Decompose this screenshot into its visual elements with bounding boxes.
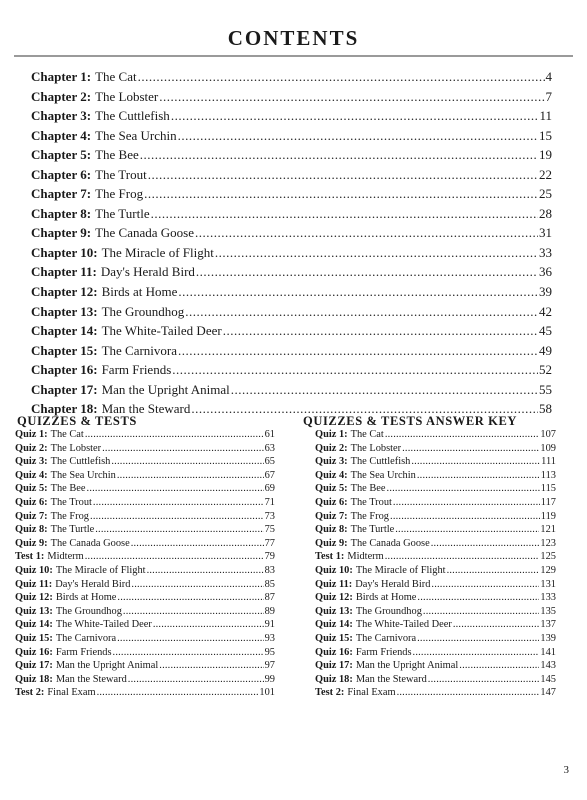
entry-title: Birds at Home [55,592,117,604]
entry-label: Quiz 6: [315,496,348,508]
entry-label: Quiz 12: [315,592,353,604]
entry-page-number: 107 [540,429,556,440]
entry-title: The White-Tailed Deer [101,323,222,339]
entry-page-number: 25 [539,186,552,202]
entry-label: Quiz 18: [15,673,53,685]
entry-page-number: 67 [264,469,275,481]
entry-label: Quiz 13: [315,605,353,617]
entry-page-number: 87 [264,592,275,604]
dot-leader [102,443,263,454]
dot-leader [453,619,540,630]
answer-key-entry [315,619,556,633]
entry-label: Chapter 18: [31,401,98,417]
entry-label: Chapter 16: [31,362,98,378]
quiz-entry [15,660,275,674]
page-number: 3 [563,764,569,776]
entry-label: Chapter 4: [31,127,92,143]
entry-label: Quiz 8: [15,524,48,536]
dot-leader [402,443,539,454]
entry-page-number: 131 [540,578,556,590]
entry-title: The Canada Goose [350,537,430,549]
quiz-entry [15,579,275,593]
entry-title: The Cuttlefish [95,108,170,124]
dot-leader [128,674,264,685]
dot-leader [390,511,540,522]
dot-leader [411,456,540,467]
entry-title: The Carnivora [355,632,417,644]
dot-leader [178,343,538,359]
entry-page-number: 123 [540,537,556,549]
entry-page-number: 22 [539,166,552,182]
dot-leader [393,497,540,508]
dot-leader [178,284,538,300]
chapter-entry [31,147,552,167]
dot-leader [111,456,263,467]
entry-label: Chapter 3: [31,108,92,124]
dot-leader [151,206,538,222]
quiz-entry [15,647,275,661]
dot-leader [195,225,538,241]
entry-title: Midterm [47,551,84,563]
answer-key-entry [315,456,556,470]
entry-page-number: 115 [540,483,556,495]
entry-page-number: 133 [540,592,556,604]
entry-title: The Trout [50,496,92,508]
quizzes-heading: QUIZZES & TESTS [17,414,137,428]
chapter-entry [31,323,552,343]
entry-title: The Trout [95,166,147,182]
entry-title: The Lobster [95,88,159,104]
entry-label: Quiz 9: [15,537,48,549]
dot-leader [428,674,540,685]
entry-title: The Canada Goose [95,225,194,241]
dot-leader [93,497,264,508]
entry-label: Test 2: [15,687,45,699]
entry-title: Birds at Home [355,592,417,604]
dot-leader [117,633,263,644]
entry-label: Quiz 3: [315,456,348,468]
chapter-entry [31,245,552,265]
entry-page-number: 147 [540,687,556,699]
entry-label: Quiz 7: [15,510,48,522]
answer-key-heading: QUIZZES & TESTS ANSWER KEY [303,414,518,428]
entry-title: The Groundhog [355,605,422,617]
entry-title: Day's Herald Bird [100,264,195,280]
entry-page-number: 113 [540,469,556,481]
entry-label: Quiz 10: [15,564,53,576]
entry-page-number: 65 [264,456,275,468]
answer-key-entry [315,483,556,497]
entry-title: The Turtle [95,205,150,221]
quizzes-section [15,414,275,701]
entry-title: Man the Upright Animal [101,381,230,397]
entry-label: Quiz 14: [15,619,53,631]
entry-label: Quiz 10: [315,564,353,576]
answer-key-entry [315,470,556,484]
entry-title: The Frog [95,186,144,202]
entry-title: The Trout [350,496,392,508]
dot-leader [196,264,538,280]
entry-label: Chapter 6: [31,166,92,182]
entry-title: The Turtle [350,524,395,536]
entry-title: The Frog [350,510,390,522]
dot-leader [431,538,540,549]
entry-title: The Cat [50,429,84,440]
entry-page-number: 125 [540,551,556,563]
quiz-entry [15,551,275,565]
entry-title: The Cuttlefish [350,456,411,468]
entry-label: Chapter 14: [31,323,98,339]
entry-page-number: 139 [540,632,556,644]
answer-key-entry [315,687,556,701]
answer-key-entry [315,674,556,688]
entry-page-number: 137 [540,619,556,631]
entry-title: Birds at Home [101,284,178,300]
entry-label: Quiz 4: [15,469,48,481]
entry-page-number: 145 [540,673,556,685]
dot-leader [87,483,264,494]
dot-leader [413,647,540,658]
entry-page-number: 141 [540,646,556,658]
entry-page-number: 49 [539,342,552,358]
quiz-entry [15,483,275,497]
entry-title: The Lobster [350,442,402,454]
chapter-entry [31,206,552,226]
dot-leader [215,245,538,261]
entry-page-number: 93 [264,632,275,644]
entry-page-number: 11 [539,108,552,124]
entry-page-number: 19 [539,147,552,163]
entry-title: The Sea Urchin [95,127,177,143]
dot-leader [131,538,264,549]
entry-page-number: 83 [264,564,275,576]
answer-key-entry [315,579,556,593]
entry-page-number: 143 [540,660,556,672]
entry-title: The Bee [50,483,86,495]
entry-title: The Miracle of Flight [355,564,446,576]
entry-page-number: 101 [259,687,275,699]
entry-label: Quiz 13: [15,605,53,617]
entry-title: Final Exam [347,687,396,699]
dot-leader [231,382,538,398]
entry-title: Man the Steward [55,673,127,685]
entry-page-number: 58 [539,401,552,417]
entry-label: Chapter 7: [31,186,92,202]
entry-page-number: 99 [264,673,275,685]
dot-leader [447,565,540,576]
entry-page-number: 28 [539,205,552,221]
entry-page-number: 129 [540,564,556,576]
answer-key-entry [315,429,556,443]
chapter-entry [31,264,552,284]
quiz-entry [15,456,275,470]
entry-title: Day's Herald Bird [355,578,431,590]
entry-title: Final Exam [47,687,96,699]
dot-leader [131,579,263,590]
dot-leader [423,606,540,617]
entry-label: Quiz 9: [315,537,348,549]
dot-leader [417,633,539,644]
entry-title: Man the Upright Animal [355,660,459,672]
entry-page-number: 15 [539,127,552,143]
entry-label: Test 2: [315,687,345,699]
entry-page-number: 111 [541,456,556,468]
entry-page-number: 89 [264,605,275,617]
answer-key-entry [315,647,556,661]
entry-page-number: 71 [264,496,275,508]
dot-leader [397,687,540,698]
quiz-entry [15,538,275,552]
entry-title: The Carnivora [101,342,178,358]
entry-label: Chapter 10: [31,244,98,260]
entry-title: Farm Friends [355,646,412,658]
entry-title: The Miracle of Flight [55,564,146,576]
answer-key-entry [315,443,556,457]
entry-page-number: 39 [539,284,552,300]
answer-key-entry [315,565,556,579]
entry-label: Quiz 2: [15,442,48,454]
entry-page-number: 97 [264,660,275,672]
dot-leader [113,647,264,658]
dot-leader [97,687,259,698]
entry-label: Quiz 3: [15,456,48,468]
entry-title: The Lobster [50,442,102,454]
entry-page-number: 33 [539,244,552,260]
entry-title: The Cat [95,69,137,84]
entry-page-number: 73 [264,510,275,522]
entry-page-number: 4 [545,69,552,84]
entry-title: Farm Friends [55,646,112,658]
entry-label: Quiz 7: [315,510,348,522]
quiz-entry [15,687,275,701]
answer-key-entry [315,660,556,674]
entry-label: Quiz 1: [15,429,48,440]
dot-leader [140,147,538,163]
chapter-entry [31,284,552,304]
entry-label: Quiz 16: [315,646,353,658]
chapter-entry [31,382,552,402]
entry-page-number: 79 [264,551,275,563]
dot-leader [159,89,544,105]
entry-label: Chapter 8: [31,205,92,221]
entry-label: Quiz 4: [315,469,348,481]
entry-page-number: 109 [540,442,556,454]
quiz-entry [15,565,275,579]
entry-page-number: 77 [264,537,275,549]
dot-leader [95,524,263,535]
entry-title: The Bee [350,483,386,495]
dot-leader [385,551,540,562]
entry-label: Quiz 1: [315,429,348,440]
entry-label: Chapter 5: [31,147,92,163]
entry-label: Quiz 11: [15,578,53,590]
chapter-entry [31,362,552,382]
entry-label: Chapter 1: [31,69,92,84]
entry-title: The White-Tailed Deer [55,619,152,631]
quiz-entry [15,524,275,538]
dot-leader [147,565,264,576]
entry-page-number: 55 [539,381,552,397]
entry-label: Quiz 14: [315,619,353,631]
entry-title: Man the Steward [101,401,191,417]
dot-leader [153,619,264,630]
answer-key-section [303,414,556,701]
answer-key-entry [315,511,556,525]
entry-page-number: 85 [264,578,275,590]
dot-leader [138,69,545,85]
entry-title: Man the Upright Animal [55,660,159,672]
entry-label: Test 1: [15,551,45,563]
entry-label: Quiz 12: [15,592,53,604]
entry-label: Quiz 15: [315,632,353,644]
entry-label: Quiz 15: [15,632,53,644]
entry-title: The Bee [95,147,139,163]
entry-page-number: 52 [539,362,552,378]
answer-key-entry [315,633,556,647]
dot-leader [431,579,539,590]
quiz-entry [15,674,275,688]
chapter-entry [31,69,552,89]
dot-leader [85,551,264,562]
entry-title: The White-Tailed Deer [355,619,452,631]
entry-title: The Groundhog [101,303,185,319]
answer-key-entry [315,606,556,620]
entry-title: Day's Herald Bird [55,578,131,590]
dot-leader [117,470,264,481]
entry-title: The Canada Goose [50,537,130,549]
dot-leader [178,128,538,144]
entry-label: Quiz 8: [315,524,348,536]
entry-page-number: 36 [539,264,552,280]
entry-label: Chapter 15: [31,342,98,358]
answer-key-list [303,429,556,701]
chapter-entry [31,304,552,324]
entry-label: Chapter 9: [31,225,92,241]
chapter-entry [31,225,552,245]
dot-leader [185,304,538,320]
entry-page-number: 63 [264,442,275,454]
entry-title: Midterm [347,551,384,563]
entry-title: The Cuttlefish [50,456,111,468]
dot-leader [148,167,538,183]
chapter-entry [31,89,552,109]
page-title: CONTENTS [227,26,360,50]
chapter-entry [31,128,552,148]
dot-leader [85,429,264,440]
dot-leader [117,592,263,603]
quiz-entry [15,470,275,484]
chapter-entry [31,343,552,363]
entry-page-number: 95 [264,646,275,658]
quiz-entry [15,592,275,606]
entry-page-number: 69 [264,483,275,495]
entry-page-number: 42 [539,303,552,319]
entry-label: Quiz 18: [315,673,353,685]
answer-key-entry [315,551,556,565]
entry-label: Test 1: [315,551,345,563]
answer-key-entry [315,538,556,552]
chapter-entry [31,186,552,206]
dot-leader [171,108,539,124]
quiz-entry [15,429,275,443]
quiz-entry [15,511,275,525]
title-rule [14,55,573,57]
entry-label: Quiz 17: [315,660,353,672]
dot-leader [123,606,264,617]
entry-title: The Cat [350,429,384,440]
entry-title: The Carnivora [55,632,117,644]
dot-leader [223,323,538,339]
entry-label: Quiz 5: [315,483,348,495]
entry-page-number: 119 [540,510,556,522]
entry-page-number: 91 [264,619,275,631]
dot-leader [90,511,264,522]
entry-label: Chapter 12: [31,284,98,300]
entry-label: Quiz 16: [15,646,53,658]
entry-page-number: 61 [264,429,275,440]
entry-title: The Groundhog [55,605,122,617]
entry-title: The Turtle [50,524,95,536]
entry-page-number: 135 [540,605,556,617]
quiz-entry [15,443,275,457]
quiz-list [15,429,275,701]
entry-title: Man the Steward [355,673,427,685]
entry-page-number: 7 [545,88,552,104]
entry-title: The Sea Urchin [350,469,416,481]
entry-page-number: 117 [540,496,556,508]
entry-label: Chapter 2: [31,88,92,104]
dot-leader [417,470,540,481]
entry-title: The Miracle of Flight [101,244,214,260]
quiz-entry [15,497,275,511]
dot-leader [459,660,539,671]
chapter-entry [31,108,552,128]
chapter-entry [31,167,552,187]
entry-page-number: 121 [540,524,556,536]
quiz-entry [15,633,275,647]
quiz-entry [15,606,275,620]
dot-leader [395,524,539,535]
entry-label: Quiz 6: [15,496,48,508]
chapter-list [31,69,552,421]
entry-title: The Frog [50,510,90,522]
entry-label: Quiz 11: [315,578,353,590]
dot-leader [387,483,540,494]
entry-label: Quiz 17: [15,660,53,672]
entry-page-number: 45 [539,323,552,339]
entry-title: Farm Friends [101,362,172,378]
entry-label: Chapter 11: [31,264,97,280]
entry-label: Chapter 13: [31,303,98,319]
entry-page-number: 31 [539,225,552,241]
entry-label: Chapter 17: [31,381,98,397]
dot-leader [172,362,538,378]
answer-key-entry [315,497,556,511]
entry-title: The Sea Urchin [50,469,116,481]
dot-leader [417,592,539,603]
dot-leader [159,660,263,671]
answer-key-entry [315,592,556,606]
entry-label: Quiz 5: [15,483,48,495]
dot-leader [385,429,540,440]
answer-key-entry [315,524,556,538]
entry-label: Quiz 2: [315,442,348,454]
quiz-entry [15,619,275,633]
dot-leader [144,186,538,202]
entry-page-number: 75 [264,524,275,536]
